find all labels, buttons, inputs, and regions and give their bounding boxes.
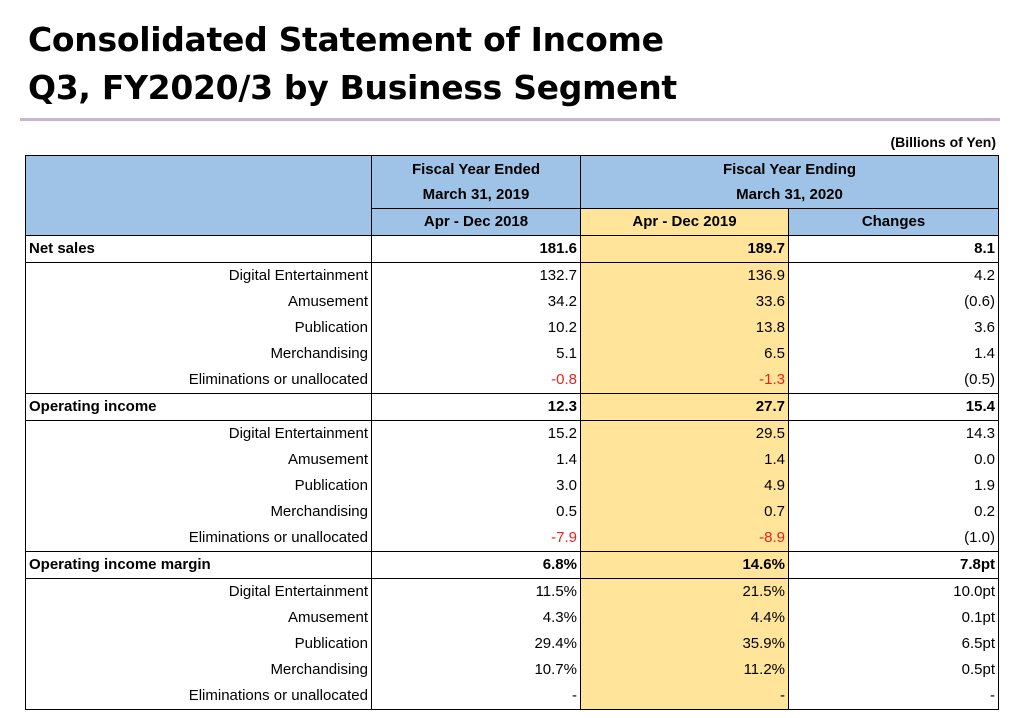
prev-value: - (372, 683, 581, 710)
prev-value: 11.5% (372, 579, 581, 606)
prev-value: 34.2 (372, 289, 581, 315)
change-value: 14.3 (789, 421, 999, 448)
prev-value: 1.4 (372, 447, 581, 473)
curr-value: -8.9 (581, 525, 789, 552)
curr-value: 4.9 (581, 473, 789, 499)
curr-value: 35.9% (581, 631, 789, 657)
segment-label: Publication (26, 315, 372, 341)
curr-value: 13.8 (581, 315, 789, 341)
section-label: Operating income margin (26, 552, 372, 579)
segment-label: Eliminations or unallocated (26, 525, 372, 552)
table-row (26, 579, 999, 606)
section-label: Operating income (26, 394, 372, 421)
table-row (26, 341, 999, 367)
segment-label: Publication (26, 473, 372, 499)
table-row (26, 499, 999, 525)
change-value: - (789, 683, 999, 710)
segment-label: Merchandising (26, 657, 372, 683)
income-statement-table (25, 155, 999, 710)
segment-label: Merchandising (26, 341, 372, 367)
segment-label: Amusement (26, 447, 372, 473)
change-value: 0.1pt (789, 605, 999, 631)
prev-value: 29.4% (372, 631, 581, 657)
title-divider (20, 118, 1000, 121)
change-value: 3.6 (789, 315, 999, 341)
curr-value: 4.4% (581, 605, 789, 631)
change-value: 6.5pt (789, 631, 999, 657)
table-row (26, 683, 999, 710)
section-label: Net sales (26, 236, 372, 263)
section-row-operating-income-margin (26, 552, 999, 579)
prev-value: 3.0 (372, 473, 581, 499)
segment-label: Publication (26, 631, 372, 657)
prev-value: 132.7 (372, 263, 581, 290)
prev-value: 6.8% (372, 552, 581, 579)
curr-value: 21.5% (581, 579, 789, 606)
table-row (26, 631, 999, 657)
segment-label: Digital Entertainment (26, 263, 372, 290)
header-curr-period: Apr - Dec 2019 (581, 209, 789, 236)
curr-value: 27.7 (581, 394, 789, 421)
change-value: 1.9 (789, 473, 999, 499)
table-row (26, 605, 999, 631)
change-value: 10.0pt (789, 579, 999, 606)
segment-label: Digital Entertainment (26, 579, 372, 606)
prev-value: -0.8 (372, 367, 581, 394)
curr-value: -1.3 (581, 367, 789, 394)
page-title: Consolidated Statement of Income (28, 20, 664, 59)
header-curr-year-line2: March 31, 2020 (736, 186, 843, 203)
segment-label: Merchandising (26, 499, 372, 525)
change-value: 8.1 (789, 236, 999, 263)
curr-value: 189.7 (581, 236, 789, 263)
curr-value: 14.6% (581, 552, 789, 579)
change-value: 0.0 (789, 447, 999, 473)
prev-value: 15.2 (372, 421, 581, 448)
change-value: (1.0) (789, 525, 999, 552)
segment-label: Amusement (26, 289, 372, 315)
table-row (26, 447, 999, 473)
prev-value: 10.7% (372, 657, 581, 683)
change-value: 15.4 (789, 394, 999, 421)
segment-label: Digital Entertainment (26, 421, 372, 448)
table-row (26, 657, 999, 683)
header-changes: Changes (789, 209, 999, 236)
change-value: (0.6) (789, 289, 999, 315)
title-block (28, 16, 677, 112)
segment-label: Eliminations or unallocated (26, 683, 372, 710)
section-row-net-sales (26, 236, 999, 263)
prev-value: 5.1 (372, 341, 581, 367)
change-value: 1.4 (789, 341, 999, 367)
prev-value: 4.3% (372, 605, 581, 631)
change-value: 0.5pt (789, 657, 999, 683)
table-row (26, 263, 999, 290)
curr-value: 1.4 (581, 447, 789, 473)
table-row (26, 421, 999, 448)
table-row (26, 525, 999, 552)
table-row (26, 473, 999, 499)
curr-value: 11.2% (581, 657, 789, 683)
header-prev-year-line1: Fiscal Year Ended (411, 161, 541, 178)
curr-value: 0.7 (581, 499, 789, 525)
curr-value: 6.5 (581, 341, 789, 367)
change-value: 0.2 (789, 499, 999, 525)
section-row-operating-income (26, 394, 999, 421)
curr-value: 33.6 (581, 289, 789, 315)
curr-value: 29.5 (581, 421, 789, 448)
change-value: 7.8pt (789, 552, 999, 579)
header-curr-year-line1: Fiscal Year Ending (722, 161, 857, 178)
header-row-group (26, 156, 999, 209)
header-curr-year (581, 156, 999, 209)
change-value: (0.5) (789, 367, 999, 394)
prev-value: 10.2 (372, 315, 581, 341)
prev-value: 0.5 (372, 499, 581, 525)
header-prev-period: Apr - Dec 2018 (372, 209, 581, 236)
prev-value: 12.3 (372, 394, 581, 421)
curr-value: - (581, 683, 789, 710)
page-subtitle: Q3, FY2020/3 by Business Segment (28, 68, 677, 107)
table-row (26, 289, 999, 315)
header-empty-cell (26, 156, 372, 236)
segment-label: Eliminations or unallocated (26, 367, 372, 394)
segment-label: Amusement (26, 605, 372, 631)
header-prev-year-line2: March 31, 2019 (422, 186, 530, 203)
curr-value: 136.9 (581, 263, 789, 290)
table-row (26, 367, 999, 394)
header-prev-year (372, 156, 581, 209)
prev-value: -7.9 (372, 525, 581, 552)
unit-note: (Billions of Yen) (890, 134, 996, 150)
change-value: 4.2 (789, 263, 999, 290)
prev-value: 181.6 (372, 236, 581, 263)
table-row (26, 315, 999, 341)
